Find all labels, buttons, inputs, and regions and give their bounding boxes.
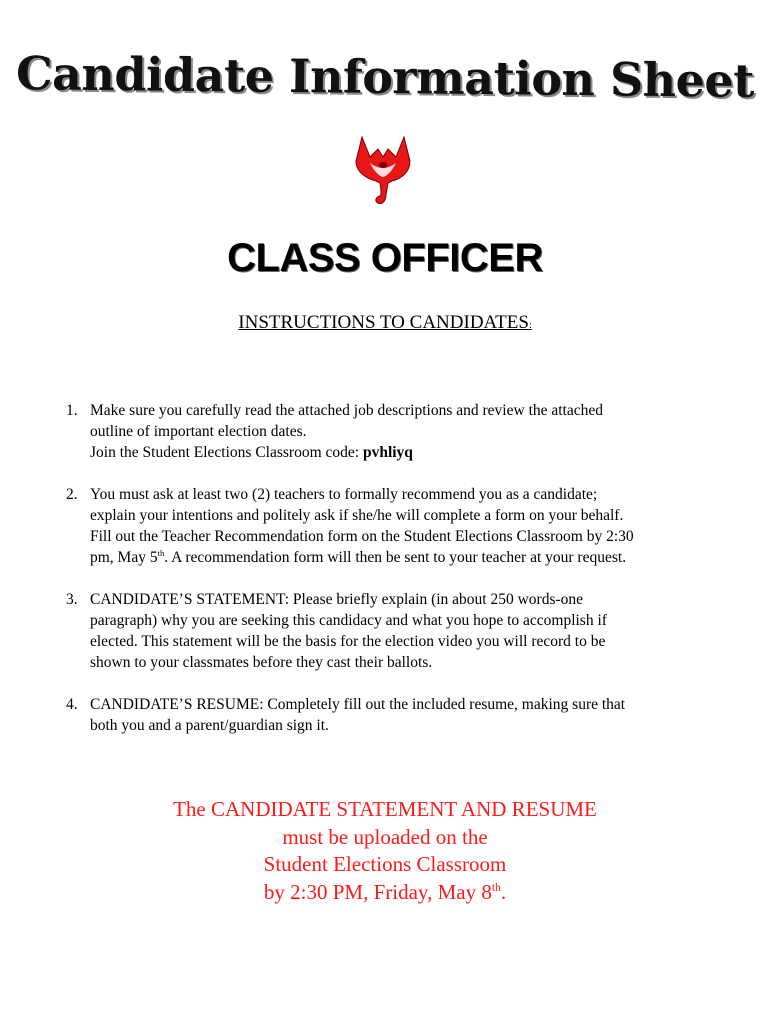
list-item xyxy=(66,694,716,736)
notice-period: . xyxy=(500,879,507,904)
list-item-number: 4. xyxy=(66,696,78,713)
list-item-line: CANDIDATE’S RESUME: Completely fill out the included resume, making sure that xyxy=(90,696,626,713)
list-item xyxy=(66,400,716,463)
list-item-line: both you and a parent/guardian sign it. xyxy=(90,717,329,734)
list-item-text: . A recommendation form will then be sent to your teacher at your request. xyxy=(164,549,627,566)
list-item-line: You must ask at least two (2) teachers to formally recommend you as a candidate; xyxy=(90,486,598,503)
red-mascot-logo-icon xyxy=(340,135,426,207)
notice-line: Student Elections Classroom xyxy=(263,852,507,876)
classroom-code: pvhliyq xyxy=(362,444,413,461)
list-item-line: CANDIDATE’S STATEMENT: Please briefly explain (in about 250 words-one xyxy=(90,591,584,608)
list-item-line: elected. This statement will be the basis for the election video you will record to be xyxy=(90,633,606,650)
list-item-line: explain your intentions and politely ask if she/he will complete a form on your behalf. xyxy=(90,507,624,524)
list-item-line xyxy=(90,547,716,568)
list-item-number: 2. xyxy=(66,486,78,503)
notice-line xyxy=(0,879,770,907)
list-item-line: Fill out the Teacher Recommendation form on the Student Elections Classroom by 2:30 xyxy=(90,528,634,545)
classroom-code-label: Join the Student Elections Classroom code: xyxy=(90,444,363,461)
list-item-line: paragraph) why you are seeking this candidacy and what you hope to accomplish if xyxy=(90,612,607,629)
list-item xyxy=(66,484,716,568)
instructions-heading-colon: : xyxy=(528,320,532,331)
notice-line: must be uploaded on the xyxy=(282,824,488,849)
ordinal-suffix: th xyxy=(491,881,501,894)
list-item-number: 1. xyxy=(66,402,78,419)
deadline-text: by 2:30 PM, Friday, May 8 xyxy=(263,879,492,904)
list-item xyxy=(66,589,716,673)
list-item-line: outline of important election dates. xyxy=(90,423,307,440)
list-item-line xyxy=(90,442,716,463)
list-item-number: 3. xyxy=(66,591,78,608)
date-text: pm, May 5 xyxy=(90,549,158,566)
page-heading: CLASS OFFICER xyxy=(227,236,543,280)
list-item-line: Make sure you carefully read the attached job descriptions and review the attached xyxy=(90,402,604,419)
instructions-list xyxy=(66,400,716,757)
list-item-line: shown to your classmates before they cast their ballots. xyxy=(90,654,433,671)
ordinal-suffix: th xyxy=(157,547,165,558)
deadline-notice xyxy=(0,796,770,906)
instructions-heading xyxy=(0,312,770,334)
instructions-heading-text: INSTRUCTIONS TO CANDIDATES xyxy=(238,312,529,333)
document-title: Candidate Information Sheet xyxy=(15,46,755,108)
notice-line: The CANDIDATE STATEMENT AND RESUME xyxy=(173,797,597,821)
